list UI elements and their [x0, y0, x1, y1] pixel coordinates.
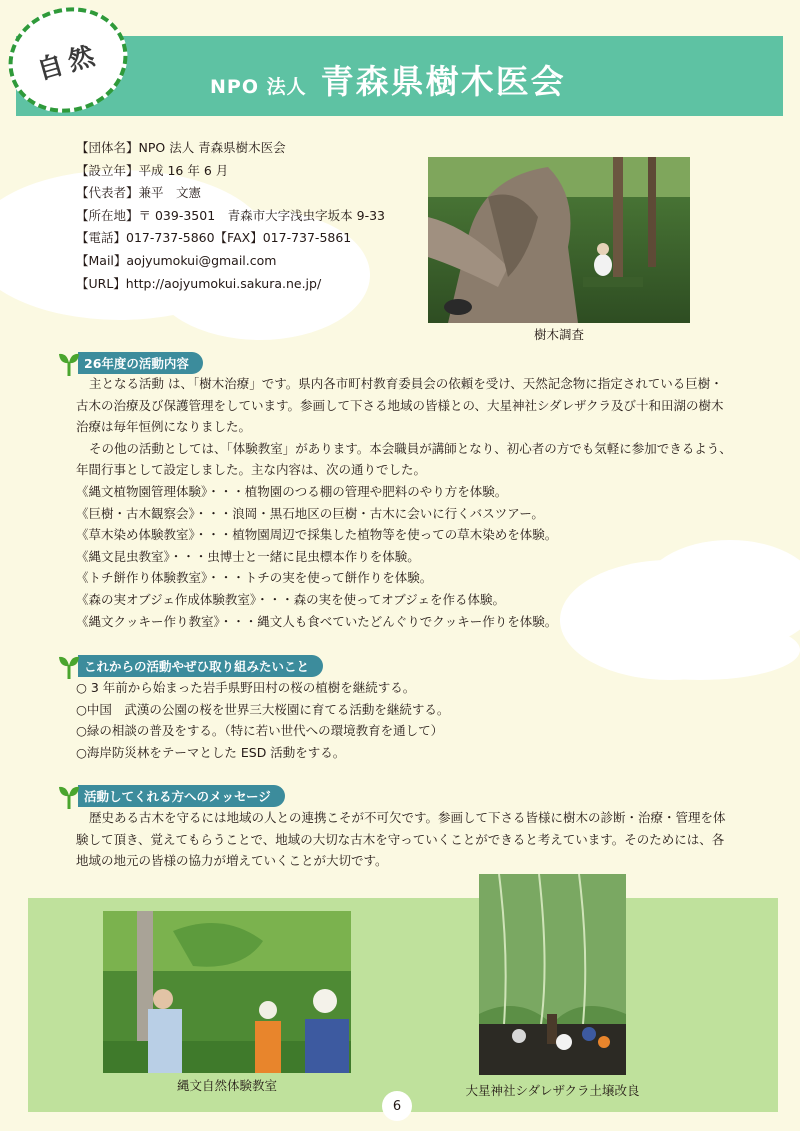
sprout-icon [58, 783, 80, 809]
body-line: 地域の地元の皆様の協力が増えていくことが大切です。 [76, 853, 388, 869]
body-line: 《森の実オブジェ作成体験教室》・・・森の実を使ってオブジェを作る体験。 [76, 591, 506, 607]
body-line: ○ 3 年前から始まった岩手県野田村の桜の植樹を継続する。 [76, 680, 416, 695]
body-line: 主となる活動 は、「樹木治療」です。県内各市町村教育委員会の依頼を受け、天然記念物に指定されている巨樹・ [89, 376, 723, 391]
section-message-title: 活動してくれる方へのメッセージ [78, 785, 285, 807]
info-url: 【URL】http://aojyumokui.sakura.ne.jp/ [76, 275, 322, 291]
body-line: その他の活動としては、「体験教室」があります。本会職員が講師となり、初心者の方でも気軽に参加できるよう、 [89, 440, 732, 456]
jomon-nature-class-photo [103, 911, 351, 1073]
body-line: 《縄文昆虫教室》・・・虫博士と一緒に昆虫標本作りを体験。 [76, 548, 420, 564]
info-phone: 【電話】017-737-5860【FAX】017-737-5861 [76, 230, 352, 246]
body-line: 古木の治療及び保護管理をしています。参画して下さる地域の皆様との、大星神社シダレザクラ及び十和田湖の樹木 [76, 397, 724, 413]
body-line: ○緑の相談の普及をする。（特に若い世代への環境教育を通して） [76, 723, 444, 739]
body-line: 《草木染め体験教室》・・・植物園周辺で採集した植物等を使っての草木染めを体験。 [76, 527, 558, 543]
page-number: 6 [382, 1091, 412, 1121]
body-line: 《トチ餅作り体験教室》・・・トチの実を使って餅作りを体験。 [76, 570, 433, 586]
section-activities-title: 26年度の活動内容 [78, 352, 203, 374]
org-type: NPO 法人 [210, 76, 307, 98]
section-activities-body [76, 373, 732, 632]
body-line: 治療は毎年恒例になりました。 [76, 419, 252, 435]
body-line: ○海岸防災林をテーマとした ESD 活動をする。 [76, 744, 346, 760]
body-line: 《縄文植物園管理体験》・・・植物園のつる棚の管理や肥料のやり方を体験。 [76, 483, 508, 499]
section-future-body [76, 677, 449, 763]
category-label: 自然 [33, 39, 104, 86]
body-line: ○中国 武漢の公園の桜を世界三大桜園に育てる活動を継続する。 [76, 701, 450, 717]
info-mail: 【Mail】aojyumokui@gmail.com [76, 252, 277, 268]
sprout-icon [58, 653, 80, 679]
tree-survey-photo [428, 157, 690, 323]
body-line: 年間行事として設定しました。主な内容は、次の通りでした。 [76, 462, 427, 478]
section-future-title: これからの活動やぜひ取り組みたいこと [78, 655, 323, 677]
page-title [210, 56, 566, 100]
org-info [76, 137, 436, 295]
section-future-heading [58, 653, 323, 679]
section-message-heading [58, 783, 285, 809]
body-line: 歴史ある古木を守るには地域の人との連携こそが不可欠です。参画して下さる皆様に樹木の診断・治療・管理を体 [89, 810, 726, 825]
weeping-cherry-soil-photo [479, 874, 626, 1075]
info-representative: 【代表者】兼平 文憲 [76, 185, 202, 201]
section-message-body [76, 807, 726, 872]
info-founded: 【設立年】平成 16 年 6 月 [76, 162, 229, 178]
body-line: 《巨樹・古木観察会》・・・浪岡・黒石地区の巨樹・古木に会いに行くバスツアー。 [76, 505, 544, 521]
weeping-cherry-soil-caption: 大星神社シダレザクラ土壌改良 [465, 1083, 640, 1098]
body-line: 《縄文クッキー作り教室》・・・縄文人も食べていたどんぐりでクッキー作りを体験。 [76, 613, 558, 629]
tree-survey-caption: 樹木調査 [533, 327, 584, 342]
info-name: 【団体名】NPO 法人 青森県樹木医会 [76, 140, 286, 155]
info-address: 【所在地】〒 039-3501 青森市大字浅虫字坂本 9-33 [76, 207, 385, 223]
body-line: 験して頂き、覚えてもらうことで、地域の大切な古木を守っていくことができると考えています。そのためには、各 [76, 831, 725, 847]
org-name: 青森県樹木医会 [320, 62, 566, 101]
jomon-nature-class-caption: 縄文自然体験教室 [176, 1078, 277, 1093]
